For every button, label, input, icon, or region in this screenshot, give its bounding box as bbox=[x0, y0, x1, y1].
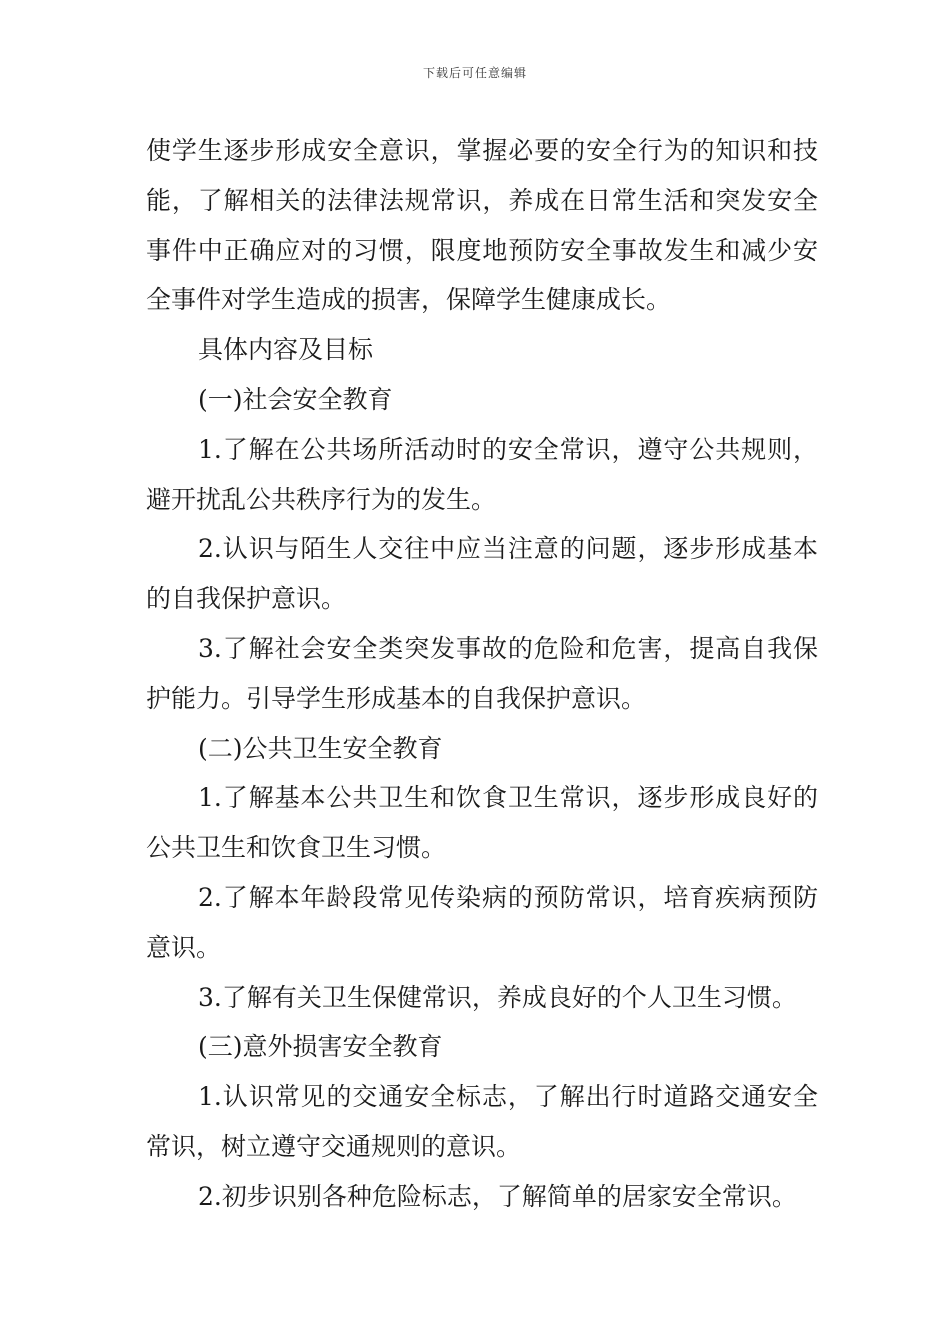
document-body bbox=[146, 126, 818, 1222]
list-item-accident-2: 2.初步识别各种危险标志，了解简单的居家安全常识。 bbox=[198, 1181, 797, 1211]
list-item-social-1: 1.了解在公共场所活动时的安全常识，遵守公共规则，避开扰乱公共秩序行为的发生。 bbox=[146, 434, 818, 514]
section-heading-social-safety: (一)社会安全教育 bbox=[198, 384, 393, 414]
list-item-social-2: 2.认识与陌生人交往中应当注意的问题，逐步形成基本的自我保护意识。 bbox=[146, 534, 818, 614]
list-item-health-1: 1.了解基本公共卫生和饮食卫生常识，逐步形成良好的公共卫生和饮食卫生习惯。 bbox=[146, 783, 818, 863]
list-item-health-2: 2.了解本年龄段常见传染病的预防常识，培育疾病预防意识。 bbox=[146, 882, 818, 962]
list-item-health-3: 3.了解有关卫生保健常识，养成良好的个人卫生习惯。 bbox=[198, 982, 797, 1012]
list-item-social-3: 3.了解社会安全类突发事故的危险和危害，提高自我保护能力。引导学生形成基本的自我保护意识。 bbox=[146, 633, 818, 713]
section-heading-accident-safety: (三)意外损害安全教育 bbox=[198, 1032, 443, 1062]
paragraph-intro-continued: 使学生逐步形成安全意识，掌握必要的安全行为的知识和技能，了解相关的法律法规常识，养成在日常生活和突发安全事件中正确应对的习惯，限度地预防安全事故发生和减少安全事件对学生造成的损害，保障学生健康成长。 bbox=[146, 136, 818, 315]
page-header-note: 下载后可任意编辑 bbox=[422, 66, 527, 80]
section-heading-public-health: (二)公共卫生安全教育 bbox=[198, 733, 443, 763]
section-heading-content-goals: 具体内容及目标 bbox=[198, 335, 374, 365]
list-item-accident-1: 1.认识常见的交通安全标志，了解出行时道路交通安全常识，树立遵守交通规则的意识。 bbox=[146, 1082, 818, 1161]
